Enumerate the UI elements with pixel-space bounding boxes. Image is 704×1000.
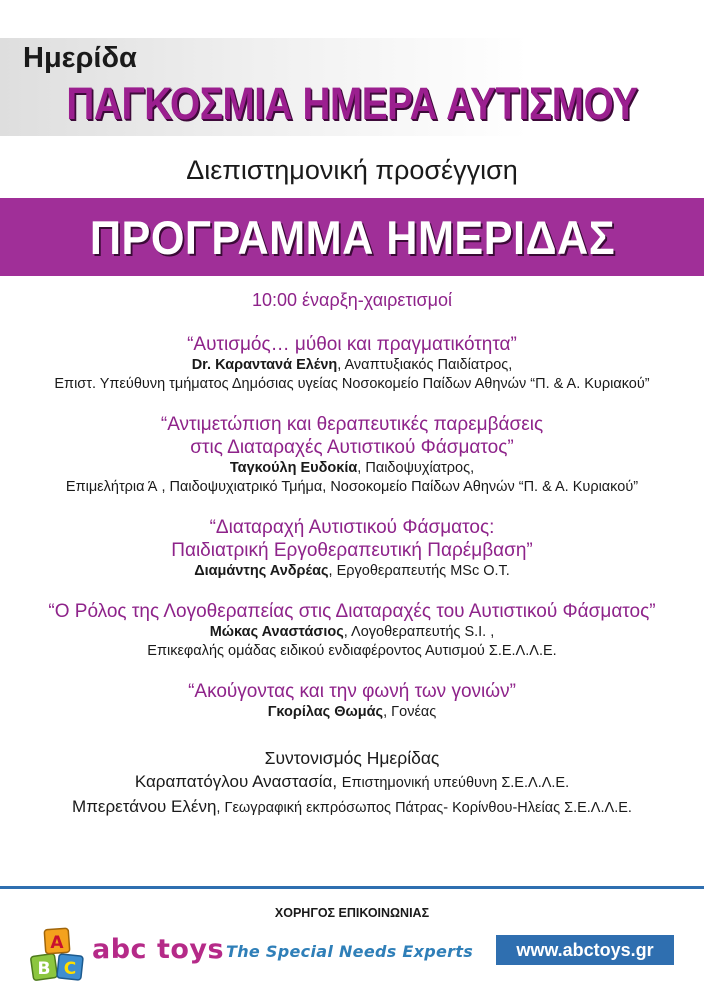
speaker-name: Γκορίλας Θωμάς [267,704,384,720]
brand-tagline: The Special Needs Experts [226,942,474,961]
event-kicker: Ημερίδα [23,42,137,74]
footer-divider [0,886,704,889]
coordinator-name: Καραπατόγλου Αναστασία, [134,772,338,791]
talk-title: “Αντιμετώπιση και θεραπευτικές παρεμβάσεις [160,414,544,435]
coordination [0,746,704,820]
coordinator-role: , Γεωγραφική εκπρόσωπος Πάτρας- Κορίνθου-Ηλείας Σ.Ε.Λ.Λ.Ε. [216,800,632,816]
talk-speaker [0,623,704,642]
talk-title: “Αυτισμός… μύθοι και πραγματικότητα” [187,334,517,355]
talk-title-cont: Παιδιατρική Εργοθεραπευτική Παρέμβαση” [171,540,533,561]
speaker-affiliation: Επικεφαλής ομάδας ειδικού ενδιαφέροντος Αυτισμού Σ.Ε.Λ.Λ.Ε. [147,643,557,659]
coordination-heading: Συντονισμός Ημερίδας [264,748,440,768]
event-title: ΠΑΓΚΟΣΜΙΑ ΗΜΕΡΑ ΑΥΤΙΣΜΟΥ [66,78,638,129]
talk-title: “Διαταραχή Αυτιστικού Φάσματος: [209,517,495,538]
coordinator-role: Επιστημονική υπεύθυνη Σ.Ε.Λ.Λ.Ε. [341,775,570,791]
talk-item [0,680,704,722]
logo-letter-c: C [63,959,77,979]
logo-letter-a: A [50,933,64,953]
talk-speaker [0,562,704,581]
abc-blocks-logo-icon [28,925,90,985]
program-banner [0,198,704,276]
speaker-role: , Εργοθεραπευτής MSc O.T. [328,563,510,579]
website-url[interactable]: www.abctoys.gr [496,935,674,965]
talk-speaker [0,703,704,722]
brand-name: abc toys [92,934,225,965]
talk-item [0,413,704,497]
speaker-name: Ταγκούλη Ευδοκία [229,460,358,476]
program-heading: ΠΡΟΓΡΑΜΜΑ ΗΜΕΡΙΔΑΣ [89,210,615,264]
speaker-role: , Αναπτυξιακός Παιδίατρος, [337,357,513,373]
talk-title: “Ακούγοντας και την φωνή των γονιών” [188,681,516,702]
talk-item [0,600,704,661]
coordinator-name: Μπερετάνου Ελένη [72,797,217,816]
speaker-role: , Γονέας [383,704,437,720]
talk-speaker [0,356,704,375]
sponsor-label: ΧΟΡΗΓΟΣ ΕΠΙΚΟΙΝΩΝΙΑΣ [274,906,430,920]
talk-item [0,516,704,581]
agenda [0,290,704,820]
talk-title-cont: στις Διαταραχές Αυτιστικού Φάσματος” [190,437,514,458]
opening-time: 10:00 έναρξη-χαιρετισμοί [251,290,452,310]
speaker-name: Διαμάντης Ανδρέας [194,563,329,579]
speaker-affiliation: Επιμελήτρια Ά , Παιδοψυχιατρικό Τμήμα, Νοσοκομείο Παίδων Αθηνών “Π. & Α. Κυριακού” [65,479,639,495]
speaker-role: , Παιδοψυχίατρος, [357,460,475,476]
speaker-affiliation: Επιστ. Υπεύθυνη τμήματος Δημόσιας υγείας Νοσοκομείο Παίδων Αθηνών “Π. & Α. Κυριακού” [54,376,650,392]
talk-title: “Ο Ρόλος της Λογοθεραπείας στις Διαταραχές του Αυτιστικού Φάσματος” [48,601,656,622]
talk-speaker [0,459,704,478]
logo-letter-b: B [37,959,51,979]
coordinator [0,795,704,820]
speaker-name: Μώκας Αναστάσιος [209,624,344,640]
speaker-name: Dr. Καραντανά Ελένη [191,357,338,373]
talk-item [0,333,704,394]
coordinator [0,770,704,795]
event-subtitle: Διεπιστημονική προσέγγιση [186,155,518,185]
speaker-role: , Λογοθεραπευτής S.I. , [343,624,495,640]
